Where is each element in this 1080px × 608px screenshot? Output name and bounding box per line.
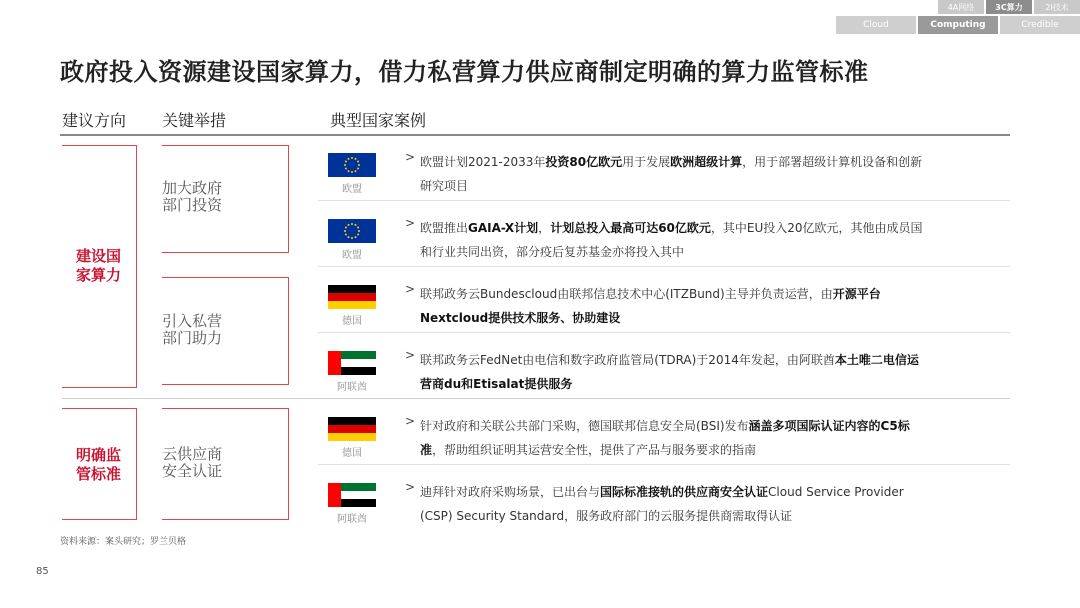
eu-flag-icon [328,219,376,243]
case-description: 欧盟推出GAIA-X计划，计划总投入最高可达60亿欧元，其中EU投入20亿欧元，其他由成员国 和行业共同出资，部分疫后复苏基金亦将投入其中 [420,221,923,259]
header-measures: 关键举措 [162,111,227,130]
measure-label: 引入私营 部门助力 [162,312,223,347]
source-note: 资料来源：案头研究；罗兰贝格 [60,537,187,547]
bullet-arrow: > [405,414,416,428]
case-description: 联邦政务云FedNet由电信和数字政府监管局(TDRA)于2014年发起，由阿联酋本土唯二电信运 营商du和Etisalat提供服务 [420,353,919,391]
case-description: 联邦政务云Bundescloud由联邦信息技术中心(ITZBund)主导并负责运营，由开源平台 Nextcloud提供技术服务、协助建设 [420,287,881,325]
bullet-arrow: > [405,150,416,164]
nav-tab-2i[interactable]: 2I技术 [1034,0,1080,14]
row-divider [318,464,1010,465]
nav-tab-3c[interactable]: 3C算力 [986,0,1032,14]
case-description: 迪拜针对政府采购场景，已出台与国际标准接轨的供应商安全认证Cloud Service Provider (CSP) Security Standard，服务政府部门的云服务提供商需取得认证 [420,485,904,523]
sub-nav [836,16,1080,34]
nav-tab-4a[interactable]: 4A网络 [938,0,984,14]
bullet-arrow: > [405,282,416,296]
measure-label: 云供应商 安全认证 [162,445,223,480]
country-label: 欧盟 [342,184,362,195]
country-label: 阿联酋 [337,514,367,525]
germany-flag-icon [328,417,376,441]
uae-flag-icon [328,351,376,375]
country-label: 德国 [342,448,362,459]
header-cases: 典型国家案例 [330,111,427,130]
header-divider [60,134,1010,136]
nav-tab-credible[interactable]: Credible [1000,16,1080,34]
page-number: 85 [36,566,49,577]
uae-flag-icon [328,483,376,507]
category-label: 建设国 家算力 [76,247,122,284]
country-label: 德国 [342,316,362,327]
eu-flag-icon [328,153,376,177]
case-description: 欧盟计划2021-2033年投资80亿欧元用于发展欧洲超级计算，用于部署超级计算机设备和创新 研究项目 [420,155,923,193]
category-label: 明确监 管标准 [76,446,122,483]
bullet-arrow: > [405,216,416,230]
nav-tab-computing[interactable]: Computing [918,16,998,34]
row-divider [318,266,1010,267]
germany-flag-icon [328,285,376,309]
bullet-arrow: > [405,348,416,362]
country-label: 欧盟 [342,250,362,261]
page-title: 政府投入资源建设国家算力，借力私营算力供应商制定明确的算力监管标准 [60,58,869,86]
country-label: 阿联酋 [337,382,367,393]
row-divider [318,332,1010,333]
bullet-arrow: > [405,480,416,494]
section-divider [62,398,1010,399]
measure-label: 加大政府 部门投资 [162,179,223,214]
nav-tab-cloud[interactable]: Cloud [836,16,916,34]
header-direction: 建议方向 [62,111,127,130]
case-description: 针对政府和关联公共部门采购，德国联邦信息安全局(BSI)发布涵盖多项国际认证内容的C5标 准，帮助组织证明其运营安全性，提供了产品与服务要求的指南 [420,419,910,457]
row-divider [318,200,1010,201]
top-nav [938,0,1080,14]
